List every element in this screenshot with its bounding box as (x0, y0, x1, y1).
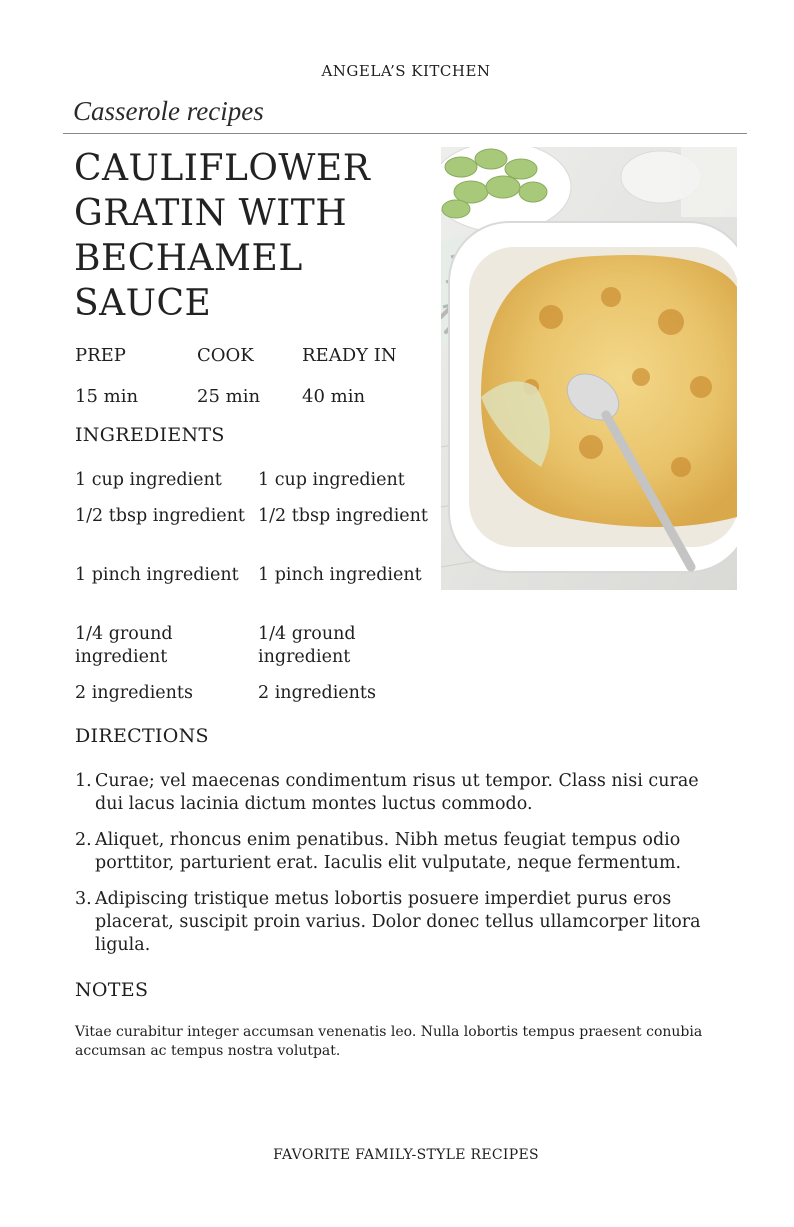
ingredients-heading: INGREDIENTS (75, 424, 225, 446)
ingredient-item: 2 ingredients (258, 683, 376, 703)
ingredient-item: 1 pinch ingredient (258, 565, 422, 585)
prep-value: 15 min (75, 386, 139, 407)
ingredient-item: 1/2 tbsp ingredient (258, 506, 428, 526)
ingredient-item: 1/4 ground ingredient (75, 624, 173, 667)
cook-value: 25 min (197, 386, 261, 407)
prep-label: PREP (75, 345, 126, 366)
ingredient-item: 1/2 tbsp ingredient (75, 506, 245, 526)
ingredient-item: 1 cup ingredient (258, 470, 405, 490)
recipe-photo (441, 147, 737, 590)
site-name: ANGELA’S KITCHEN (321, 62, 491, 80)
notes-text: Vitae curabitur integer accumsan venenatis leo. Nulla lobortis tempus praesent conubia accumsan ac tempus nostra volutpat. (75, 1024, 703, 1059)
gratin-illustration (441, 147, 737, 590)
cook-label: COOK (197, 345, 254, 366)
header-divider (63, 133, 747, 134)
category-title: Casserole recipes (73, 96, 264, 126)
ready-label: READY IN (302, 345, 397, 366)
notes-heading: NOTES (75, 979, 149, 1001)
ingredient-item: 1/4 ground ingredient (258, 624, 356, 667)
directions-heading: DIRECTIONS (75, 725, 209, 747)
ingredient-item: 1 pinch ingredient (75, 565, 239, 585)
direction-step: 3. Adipiscing tristique metus lobortis posuere imperdiet purus eros placerat, suscipit proin varius. Dolor donec tellus ullamcorper litora ligula. (75, 889, 701, 955)
directions-list (75, 770, 715, 970)
direction-step: 1. Curae; vel maecenas condimentum risus ut tempor. Class nisi curae dui lacus lacinia dictum montes luctus commodo. (75, 771, 699, 814)
direction-text: Adipiscing tristique metus lobortis posuere imperdiet purus eros placerat, suscipit proin varius. Dolor donec tellus ullamcorper litora ligula. (95, 889, 701, 955)
footer-text: FAVORITE FAMILY-STYLE RECIPES (273, 1147, 539, 1163)
ingredient-item: 1 cup ingredient (75, 470, 222, 490)
ready-value: 40 min (302, 386, 366, 407)
direction-step: 2. Aliquet, rhoncus enim penatibus. Nibh metus feugiat tempus odio porttitor, parturient erat. Iaculis elit vulputate, neque fermentum. (75, 830, 682, 873)
direction-text: Curae; vel maecenas condimentum risus ut tempor. Class nisi curae dui lacus lacinia dictum montes luctus commodo. (95, 771, 699, 814)
direction-text: Aliquet, rhoncus enim penatibus. Nibh metus feugiat tempus odio porttitor, parturient erat. Iaculis elit vulputate, neque fermentum. (95, 830, 682, 873)
recipe-title: CAULIFLOWER GRATIN WITH BECHAMEL SAUCE (74, 148, 371, 324)
ingredient-item: 2 ingredients (75, 683, 193, 703)
